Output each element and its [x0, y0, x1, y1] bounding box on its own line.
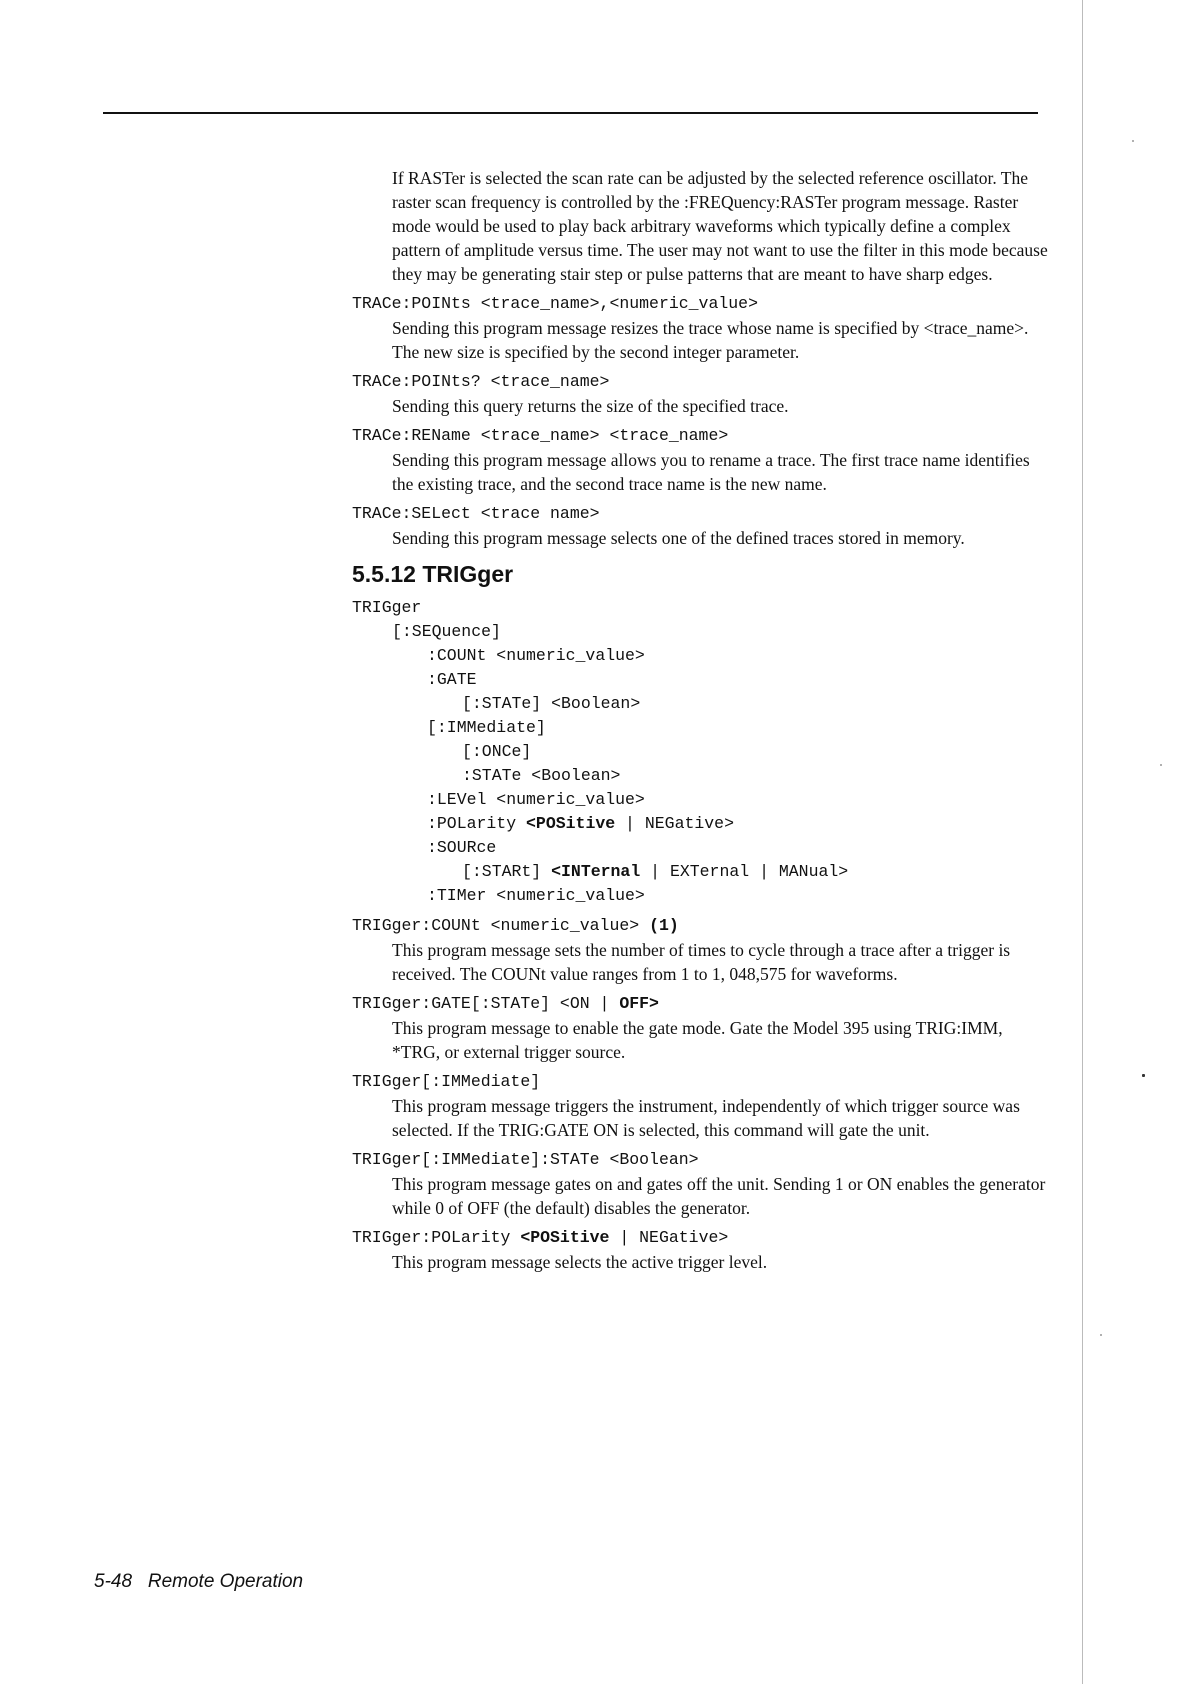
scan-speck	[1132, 140, 1134, 142]
trigger-immediate-entry	[352, 1070, 1052, 1142]
tree-node: :SOURce	[427, 838, 497, 857]
node-default: <INTernal	[551, 862, 641, 881]
command-description: This program message gates on and gates off the unit. Sending 1 or ON enables the generator while 0 of OFF (the default) disables the generator.	[392, 1174, 1046, 1218]
trigger-gate-entry	[352, 992, 1052, 1064]
scan-speck	[1142, 1074, 1145, 1077]
command-syntax	[352, 1226, 1052, 1250]
command-tree	[352, 596, 1052, 908]
tree-node: :COUNt <numeric_value>	[427, 646, 645, 665]
cmd-default: (1)	[649, 916, 679, 935]
command-description: This program message to enable the gate mode. Gate the Model 395 using TRIG:IMM, *TRG, or external trigger source.	[392, 1018, 1003, 1062]
command-description: Sending this query returns the size of the specified trace.	[392, 396, 789, 416]
command-syntax	[352, 914, 1052, 938]
scan-speck	[1100, 1334, 1102, 1336]
tree-node: :LEVel <numeric_value>	[427, 790, 645, 809]
cmd-default: OFF>	[619, 994, 659, 1013]
trigger-immediate-state-entry	[352, 1148, 1052, 1220]
command-syntax: TRACe:POINts? <trace_name>	[352, 372, 610, 391]
tree-node: :TIMer <numeric_value>	[427, 886, 645, 905]
trace-rename-entry	[352, 424, 1052, 496]
node-prefix: :POLarity	[427, 814, 527, 833]
page-edge-line	[1082, 0, 1083, 1684]
tree-node-polarity	[352, 812, 1052, 836]
command-description: Sending this program message allows you to rename a trace. The first trace name identifies the existing trace, and the second trace name is the new name.	[392, 450, 1030, 494]
node-rest: | NEGative>	[615, 814, 734, 833]
node-rest: | EXTernal | MANual>	[640, 862, 849, 881]
intro-paragraph: If RASTer is selected the scan rate can be adjusted by the selected reference oscillator. The raster scan frequency is controlled by the :FREQuency:RASTer program message. Raster mode would be used to play back arbitrary waveforms which typically define a complex pattern of amplitude versus time. The user may not want to use the filter in this mode because they may be generating stair step or pulse patterns that are meant to have sharp edges.	[392, 168, 1048, 284]
command-description: This program message sets the number of times to cycle through a trace after a trigger is received. The COUNt value ranges from 1 to 1, 048,575 for waveforms.	[392, 940, 1011, 984]
command-syntax: TRACe:POINts <trace_name>,<numeric_value>	[352, 294, 758, 313]
cmd-rest: | NEGative>	[609, 1228, 729, 1247]
section-heading: 5.5.12 TRIGger	[352, 561, 514, 587]
tree-node: TRIGger	[352, 598, 422, 617]
trigger-polarity-entry	[352, 1226, 1052, 1274]
main-content	[352, 166, 1052, 1280]
tree-node: [:STATe] <Boolean>	[462, 694, 641, 713]
command-syntax	[352, 992, 1052, 1016]
trace-select-entry	[352, 502, 1052, 550]
chapter-title: Remote Operation	[147, 1571, 304, 1592]
tree-node: [:SEQuence]	[392, 622, 501, 641]
command-description: Sending this program message selects one of the defined traces stored in memory.	[392, 528, 965, 548]
tree-node-start	[352, 860, 1052, 884]
command-syntax: TRIGger[:IMMediate]	[352, 1072, 541, 1091]
tree-node: :GATE	[427, 670, 477, 689]
command-syntax: TRACe:SELect <trace name>	[352, 504, 600, 523]
command-description: This program message selects the active trigger level.	[392, 1252, 768, 1272]
trace-points-query-entry	[352, 370, 1052, 418]
cmd-prefix: TRIGger:GATE[:STATe] <ON |	[352, 994, 620, 1013]
cmd-default: <POSitive	[520, 1228, 610, 1247]
tree-node: :STATe <Boolean>	[462, 766, 621, 785]
header-rule	[103, 112, 1038, 114]
trigger-count-entry	[352, 914, 1052, 986]
tree-node: [:ONCe]	[462, 742, 532, 761]
node-prefix: [:STARt]	[462, 862, 552, 881]
command-description: Sending this program message resizes the trace whose name is specified by <trace_name>. The new size is specified by the second integer parameter.	[392, 318, 1029, 362]
page-number: 5-48	[94, 1571, 133, 1592]
command-syntax: TRACe:REName <trace_name> <trace_name>	[352, 426, 729, 445]
cmd-prefix: TRIGger:POLarity	[352, 1228, 521, 1247]
scan-speck	[1160, 764, 1162, 766]
tree-node: [:IMMediate]	[427, 718, 546, 737]
command-syntax: TRIGger[:IMMediate]:STATe <Boolean>	[352, 1150, 699, 1169]
node-default: <POSitive	[526, 814, 616, 833]
page-footer	[94, 1571, 303, 1593]
cmd-prefix: TRIGger:COUNt <numeric_value>	[352, 916, 650, 935]
command-description: This program message triggers the instrument, independently of which trigger source was selected. If the TRIG:GATE ON is selected, this command will gate the unit.	[392, 1096, 1020, 1140]
trace-points-entry	[352, 292, 1052, 364]
